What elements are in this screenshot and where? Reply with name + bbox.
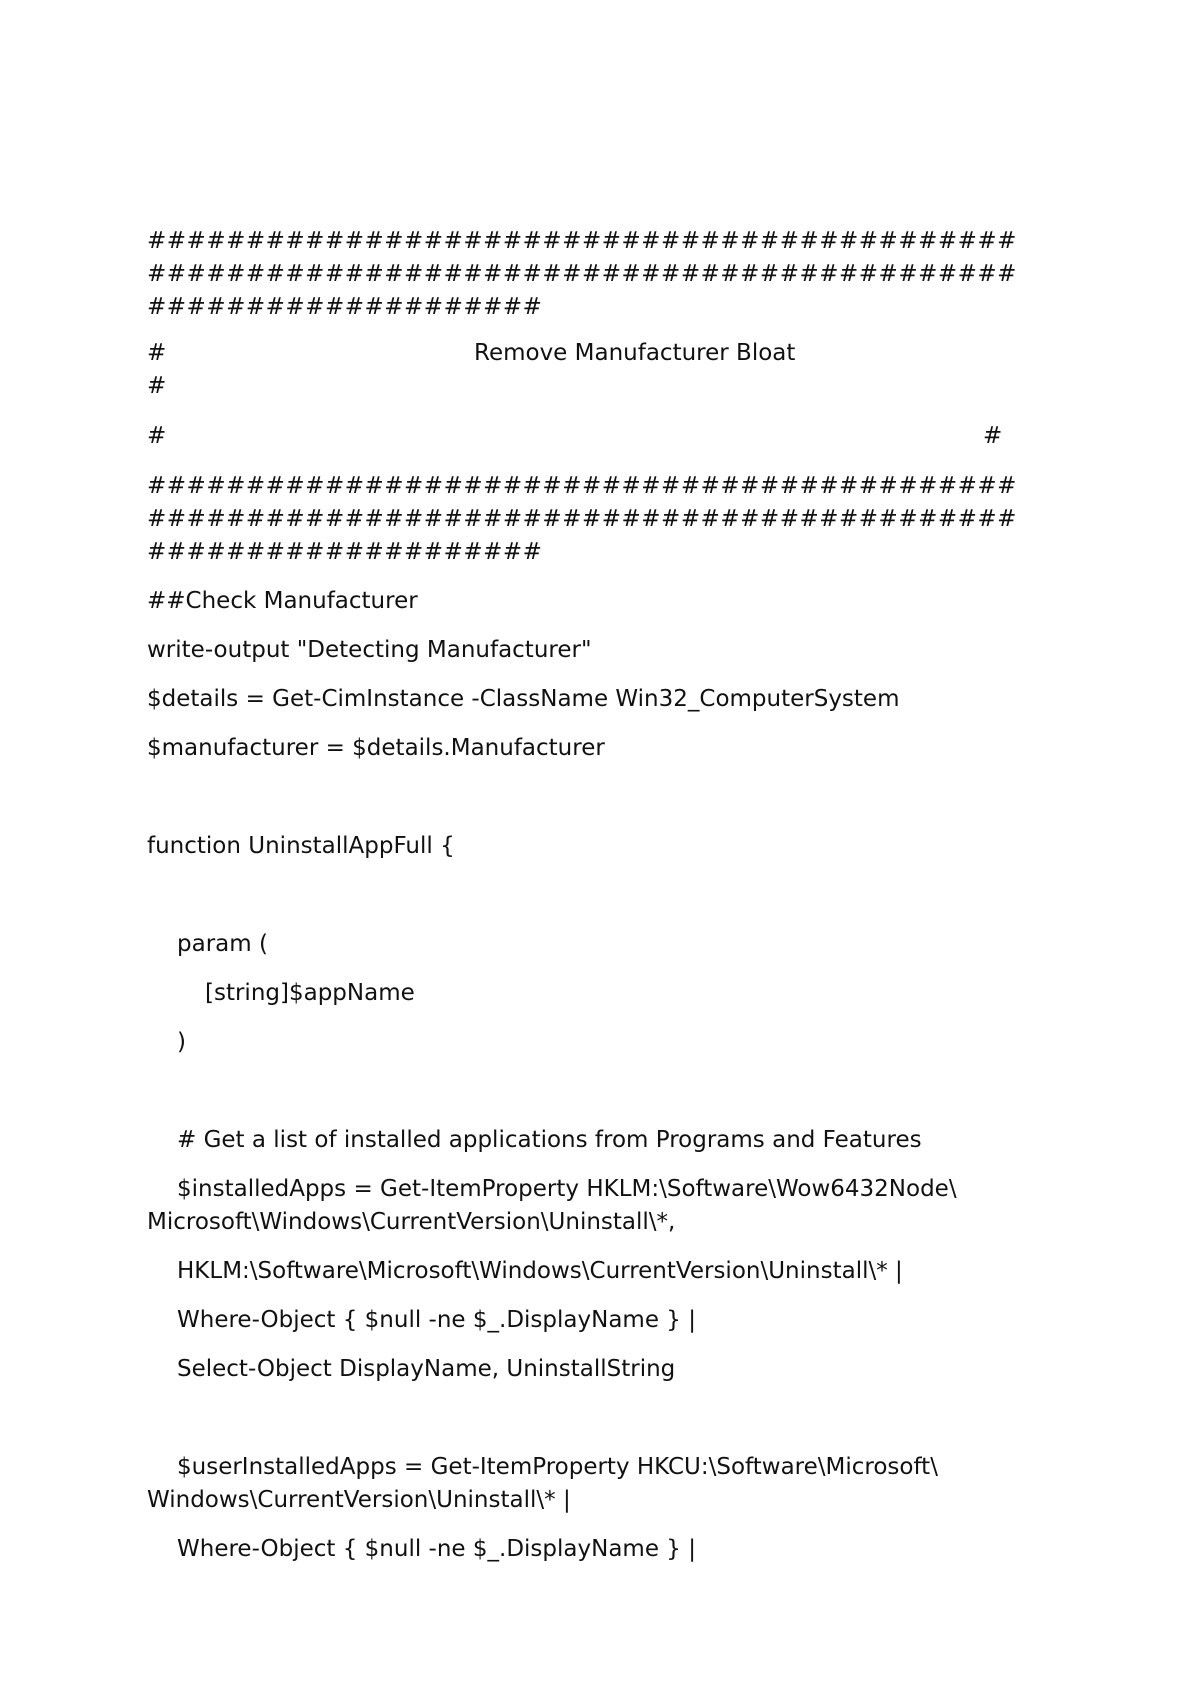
code-where-object-1: Where-Object { $null -ne $_.DisplayName } | xyxy=(177,1307,696,1333)
title-hash-after: # xyxy=(147,373,167,399)
comment-check-manufacturer: ##Check Manufacturer xyxy=(147,588,418,614)
comment-get-list: # Get a list of installed applications from Programs and Features xyxy=(177,1127,922,1153)
banner-top-line-1: ############################################ xyxy=(147,228,1017,254)
banner-bottom-line-3: #################### xyxy=(147,539,543,565)
code-param-appname: [string]$appName xyxy=(205,980,415,1006)
code-installed-apps-1: $installedApps = Get-ItemProperty HKLM:\Software\Wow6432Node\ xyxy=(177,1176,957,1202)
code-details: $details = Get-CimInstance -ClassName Win32_ComputerSystem xyxy=(147,686,900,712)
banner-top-line-2: ############################################ xyxy=(147,261,1017,287)
code-select-object: Select-Object DisplayName, UninstallString xyxy=(177,1356,676,1382)
code-user-installed-2: Windows\CurrentVersion\Uninstall\* | xyxy=(147,1487,571,1513)
code-param-open: param ( xyxy=(177,931,268,957)
banner-top-line-3: #################### xyxy=(147,294,543,320)
code-write-output: write-output "Detecting Manufacturer" xyxy=(147,637,592,663)
banner-bottom-line-2: ############################################ xyxy=(147,506,1017,532)
code-installed-apps-3: HKLM:\Software\Microsoft\Windows\CurrentVersion\Uninstall\* | xyxy=(177,1258,903,1284)
blank-banner-hash-right: # xyxy=(983,423,1003,449)
banner-bottom-line-1: ############################################ xyxy=(147,473,1017,499)
code-manufacturer: $manufacturer = $details.Manufacturer xyxy=(147,735,605,761)
code-param-close: ) xyxy=(177,1029,186,1055)
code-where-object-2: Where-Object { $null -ne $_.DisplayName } | xyxy=(177,1536,696,1562)
code-installed-apps-2: Microsoft\Windows\CurrentVersion\Uninstall\*, xyxy=(147,1209,676,1235)
blank-banner-hash-left: # xyxy=(147,423,167,449)
code-function-declaration: function UninstallAppFull { xyxy=(147,833,455,859)
document-title: Remove Manufacturer Bloat xyxy=(474,340,796,366)
code-user-installed-1: $userInstalledApps = Get-ItemProperty HKCU:\Software\Microsoft\ xyxy=(177,1454,938,1480)
title-hash-left: # xyxy=(147,340,167,366)
